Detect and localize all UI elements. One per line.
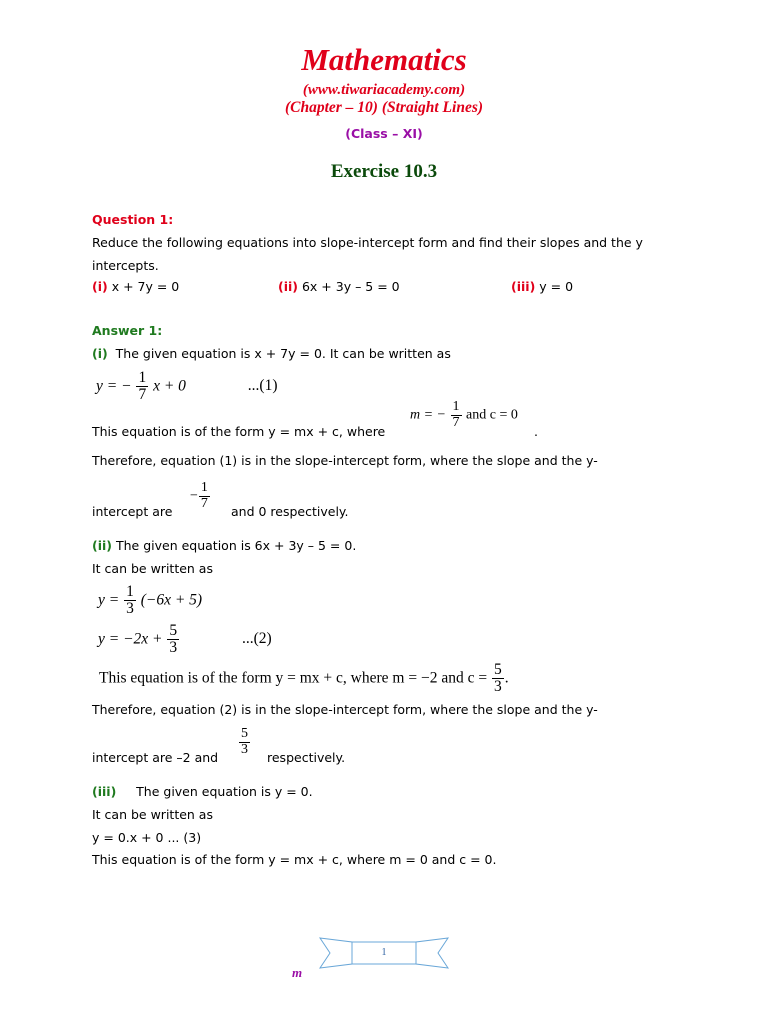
part-equation: y = 0 xyxy=(539,279,574,294)
intro-text: The given equation is x + 7y = 0. It can be written as xyxy=(115,346,451,361)
page-number-banner xyxy=(318,934,450,974)
numerator: 5 xyxy=(493,661,502,678)
fraction xyxy=(239,727,250,757)
eq-lhs: y = xyxy=(98,591,120,609)
answer-iii-equation: y = 0.x + 0 ... (3) xyxy=(92,830,202,845)
part-label: (i) xyxy=(92,346,108,361)
answer-i-form: This equation is of the form y = mx + c, where xyxy=(92,424,386,439)
equation-2a xyxy=(98,584,202,618)
fraction xyxy=(492,662,504,696)
eq-rhs: x + 0 xyxy=(153,377,186,395)
denominator: 3 xyxy=(169,639,178,657)
question-text-line2: intercepts. xyxy=(92,258,159,273)
equation-tag: ...(1) xyxy=(247,377,278,395)
answer-ii-intercept-post: respectively. xyxy=(267,750,346,765)
page-title: Mathematics xyxy=(301,42,467,77)
slope-intercept-values-1 xyxy=(410,400,518,430)
answer-heading: Answer 1: xyxy=(92,323,163,338)
question-part-iii xyxy=(511,279,573,294)
answer-ii-therefore: Therefore, equation (2) is in the slope-intercept form, where the slope and the y- xyxy=(92,702,598,717)
eq-rhs: (−6x + 5) xyxy=(140,591,203,609)
question-part-i xyxy=(92,279,179,294)
answer-i-therefore: Therefore, equation (1) is in the slope-intercept form, where the slope and the y- xyxy=(92,453,598,468)
period: . xyxy=(534,424,538,439)
part-label: (iii) xyxy=(511,279,536,294)
c-value: and c = 0 xyxy=(466,407,518,423)
m-lhs: m = − xyxy=(410,407,447,423)
equation-tag: ...(2) xyxy=(242,630,272,648)
denominator: 3 xyxy=(126,600,134,618)
part-equation: x + 7y = 0 xyxy=(111,279,180,294)
fraction xyxy=(167,623,179,657)
intercept-fraction-1 xyxy=(190,481,211,511)
part-label: (ii) xyxy=(278,279,298,294)
numerator: 1 xyxy=(452,399,460,414)
eq-lhs: y = −2x + xyxy=(98,630,163,648)
fraction xyxy=(136,370,148,404)
page-number: 1 xyxy=(381,947,387,958)
question-text-line1: Reduce the following equations into slope-intercept form and find their slopes and the y xyxy=(92,235,643,250)
fraction xyxy=(451,400,462,430)
period: . xyxy=(504,669,509,687)
answer-i-intro xyxy=(92,346,451,361)
question-part-ii xyxy=(278,279,400,294)
question-heading: Question 1: xyxy=(92,212,174,227)
answer-ii-intercept-pre: intercept are –2 and xyxy=(92,750,219,765)
equation-2b xyxy=(98,623,272,657)
website-line: (www.tiwariacademy.com) xyxy=(302,82,466,98)
answer-i-intercept-pre: intercept are xyxy=(92,504,173,519)
denominator: 3 xyxy=(493,678,502,696)
footer-mark: m xyxy=(292,965,303,980)
answer-iii-intro xyxy=(92,784,313,799)
part-equation: 6x + 3y – 5 = 0 xyxy=(301,279,400,294)
denominator: 7 xyxy=(452,414,460,430)
numerator: 1 xyxy=(200,480,208,495)
answer-ii-written: It can be written as xyxy=(92,561,213,576)
form-text: This equation is of the form y = mx + c, where m = −2 and c = xyxy=(99,669,488,687)
intro-text: The given equation is y = 0. xyxy=(136,784,313,799)
fraction xyxy=(199,481,210,511)
minus-sign: − xyxy=(190,488,198,504)
class-label: (Class – XI) xyxy=(345,126,423,141)
denominator: 3 xyxy=(241,741,248,757)
equation-1 xyxy=(96,370,277,404)
intercept-fraction-2 xyxy=(238,727,251,757)
answer-ii-form xyxy=(99,662,509,696)
denominator: 7 xyxy=(138,386,147,404)
intro-text: The given equation is 6x + 3y – 5 = 0. xyxy=(115,538,357,553)
part-label: (i) xyxy=(92,279,108,294)
denominator: 7 xyxy=(200,495,208,511)
answer-ii-intro xyxy=(92,538,356,553)
eq-lhs: y = − xyxy=(96,377,132,395)
part-label: (ii) xyxy=(92,538,112,553)
answer-i-intercept-post: and 0 respectively. xyxy=(231,504,349,519)
exercise-title: Exercise 10.3 xyxy=(330,161,438,182)
numerator: 1 xyxy=(138,369,147,386)
numerator: 1 xyxy=(126,583,134,600)
fraction xyxy=(124,584,136,618)
answer-iii-form: This equation is of the form y = mx + c, where m = 0 and c = 0. xyxy=(92,852,497,867)
numerator: 5 xyxy=(169,622,178,639)
part-label: (iii) xyxy=(92,784,117,799)
chapter-line: (Chapter – 10) (Straight Lines) xyxy=(284,99,484,116)
answer-iii-written: It can be written as xyxy=(92,807,213,822)
numerator: 5 xyxy=(241,726,248,741)
